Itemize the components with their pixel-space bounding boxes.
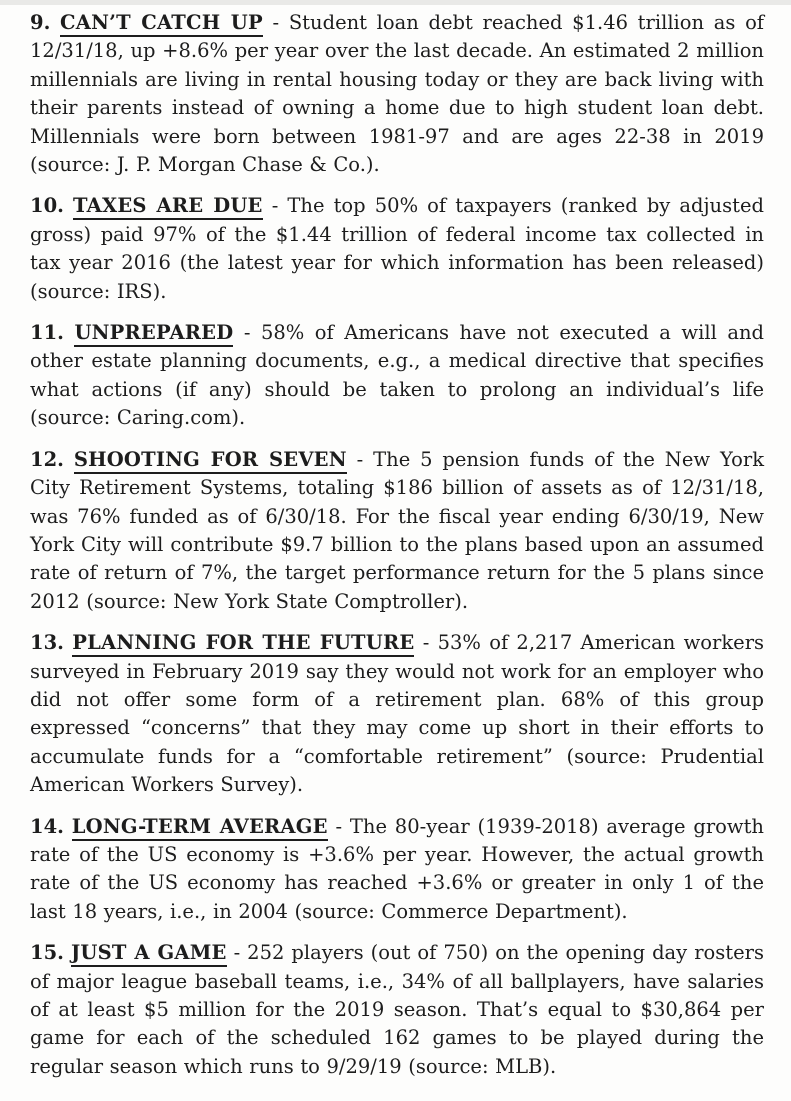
item-title: LONG-TERM AVERAGE [72, 815, 328, 841]
newsletter-item-12 [30, 446, 764, 616]
item-body: The 80-year (1939-2018) average growth rate of the US economy is +3.6% per year. However, the actual growth rate of the US economy has reached +3.6% or greater in only 1 of the last 18 years, i.e., in 2004 (source: Commerce Department). [30, 814, 764, 923]
item-body: 58% of Americans have not executed a will and other estate planning documents, e.g., a medical directive that specifies what actions (if any) should be taken to prolong an individual’s life (source: Caring.com). [30, 321, 764, 430]
item-number: 14. [30, 814, 64, 838]
item-number: 15. [30, 941, 64, 965]
newsletter-item-11 [30, 319, 764, 433]
newsletter-item-9 [30, 9, 764, 179]
item-number: 10. [30, 194, 64, 218]
item-separator: - [272, 11, 280, 34]
item-separator: - [422, 631, 430, 655]
newsletter-item-14 [30, 813, 764, 927]
newsletter-item-15 [30, 939, 764, 1081]
item-title: UNPREPARED [74, 321, 233, 347]
item-body: 252 players (out of 750) on the opening day rosters of major league baseball teams, i.e., 34% of all ballplayers, have salaries of at least $5 million for the 2019 season. That’s equal to $30,864 per game for each of the scheduled 162 games to be played during the regular season which runs to 9/29/19 (source: MLB). [30, 941, 764, 1078]
item-number: 11. [30, 321, 64, 345]
item-separator: - [243, 321, 251, 345]
item-title: JUST A GAME [71, 941, 227, 967]
item-title: CAN’T CATCH UP [60, 11, 263, 37]
item-number: 13. [30, 631, 64, 655]
item-title: TAXES ARE DUE [73, 194, 263, 220]
item-body: The top 50% of taxpayers (ranked by adjusted gross) paid 97% of the $1.44 trillion of federal income tax collected in tax year 2016 (the latest year for which information has been released) (source: IRS). [30, 194, 764, 303]
item-separator: - [271, 194, 279, 218]
newsletter-item-13 [30, 629, 764, 799]
item-title: PLANNING FOR THE FUTURE [72, 631, 414, 657]
item-body: Student loan debt reached $1.46 trillion as of 12/31/18, up +8.6% per year over the last decade. An estimated 2 million millennials are living in rental housing today or they are back living with their parents instead of owning a home due to high student loan debt. Millennials were born between 1981-97 and are ages 22-38 in 2019 (source: J. P. Morgan Chase & Co.). [30, 11, 765, 177]
item-title: SHOOTING FOR SEVEN [74, 448, 347, 474]
newsletter-item-10 [30, 192, 764, 306]
item-number: 9. [30, 11, 51, 34]
item-separator: - [233, 941, 241, 965]
item-separator: - [335, 814, 343, 838]
item-body: 53% of 2,217 American workers surveyed in February 2019 say they would not work for an employer who did not offer some form of a retirement plan. 68% of this group expressed “concerns” that they may come up short in their efforts to accumulate funds for a “comfortable retirement” (source: Prudential American Workers Survey). [30, 631, 765, 797]
item-body: The 5 pension funds of the New York City Retirement Systems, totaling $186 billion of assets as of 12/31/18, was 76% funded as of 6/30/18. For the fiscal year ending 6/30/19, New York City will contribute $9.7 billion to the plans based upon an assumed rate of return of 7%, the target performance return for the 5 plans since 2012 (source: New York State Comptroller). [30, 447, 765, 613]
item-separator: - [356, 447, 364, 471]
item-number: 12. [30, 447, 64, 471]
